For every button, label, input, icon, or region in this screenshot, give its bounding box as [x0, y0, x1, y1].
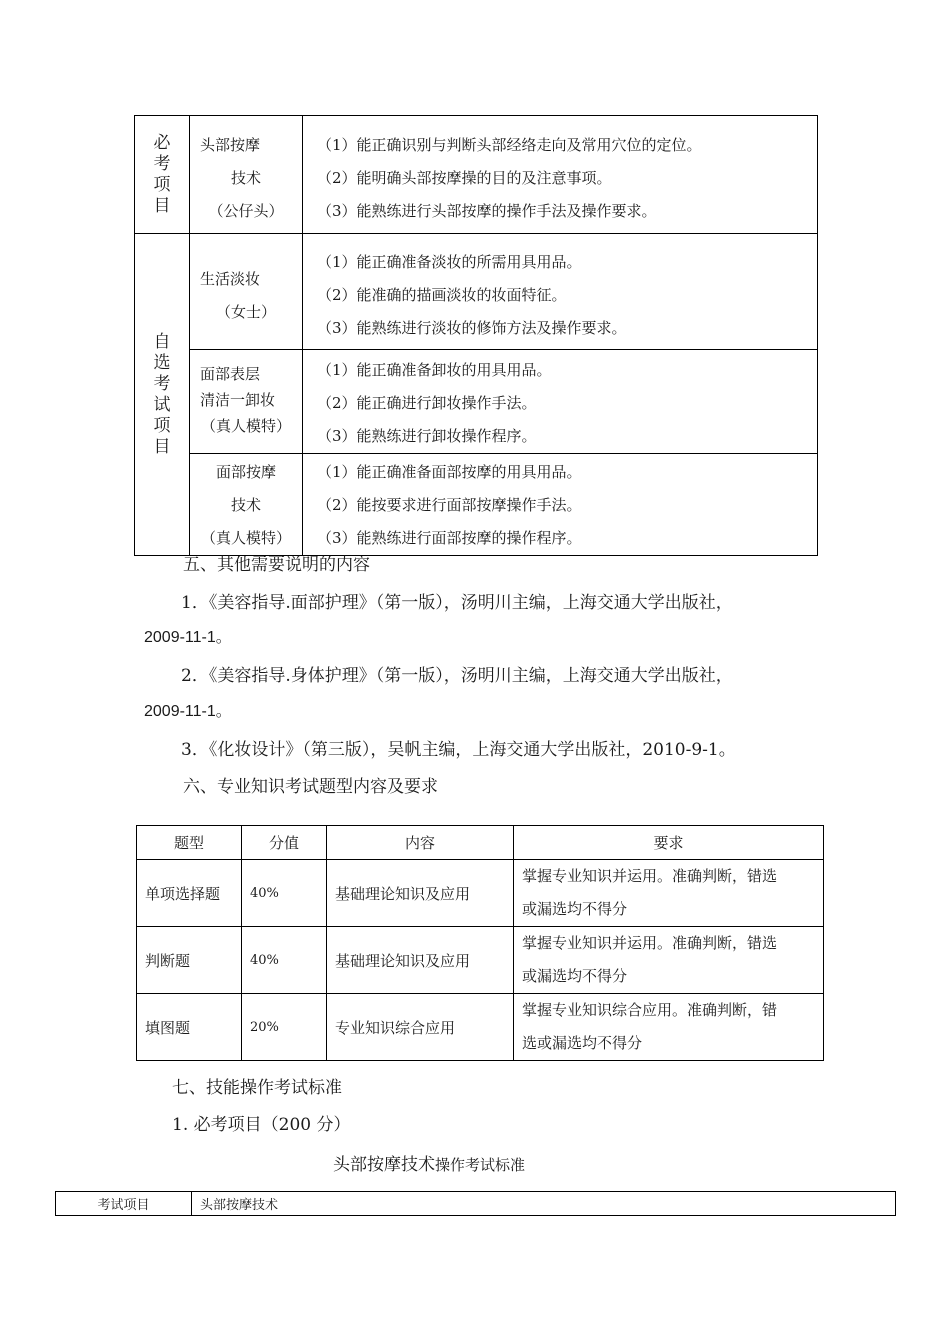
score-cell: 20% [242, 994, 327, 1061]
header-cell: 题型 [137, 826, 242, 860]
item-line: 技术 [230, 169, 261, 187]
exam-items-table [134, 115, 818, 556]
category-cell [135, 116, 190, 234]
desc-line: （2）能准确的描画淡妆的妆面特征。 [317, 286, 567, 304]
reference-2-line1: 2．《美容指导.身体护理》（第一版），汤明川主编，上海交通大学出版社， [181, 666, 733, 686]
desc-line: （1）能正确准备面部按摩的用具用品。 [317, 463, 582, 481]
item-line: 面部按摩 [215, 463, 276, 481]
desc-cell [303, 350, 818, 454]
reference-3: 3．《化妆设计》（第三版），吴帆主编，上海交通大学出版社，2010-9-1。 [181, 740, 736, 760]
item-line: （真人模特） [200, 417, 291, 435]
desc-line: （2）能明确头部按摩操的目的及注意事项。 [317, 169, 612, 187]
table-row [135, 116, 818, 234]
section6-heading: 六、专业知识考试题型内容及要求 [183, 777, 438, 797]
reference-2-line2: 2009-11-1。 [144, 703, 232, 720]
desc-line: （1）能正确准备淡妆的所需用具用品。 [317, 253, 582, 271]
type-cell: 单项选择题 [137, 860, 242, 927]
table-header-row [137, 826, 824, 860]
label-cell: 考试项目 [56, 1192, 192, 1216]
item-cell [190, 116, 303, 234]
content-cell: 专业知识综合应用 [327, 994, 514, 1061]
section7-subheading: 1. 必考项目（200 分） [172, 1115, 351, 1135]
requirement-line: 掌握专业知识并运用。准确判断，错选 [522, 867, 778, 885]
item-cell [190, 350, 303, 454]
score-cell: 40% [242, 927, 327, 994]
table-row [135, 234, 818, 350]
type-cell: 填图题 [137, 994, 242, 1061]
skill-standard-table [55, 1191, 896, 1216]
item-line: （真人模特） [200, 529, 291, 547]
section5-heading: 五、其他需要说明的内容 [183, 555, 370, 575]
table-row [135, 454, 818, 556]
requirement-cell [514, 927, 824, 994]
reference-1-line2: 2009-11-1。 [144, 629, 232, 646]
desc-line: （1）能正确识别与判断头部经络走向及常用穴位的定位。 [317, 136, 702, 154]
category-label: 自选考试项目 [153, 331, 171, 457]
desc-cell [303, 234, 818, 350]
item-line: （公仔头） [208, 202, 284, 220]
header-cell: 分值 [242, 826, 327, 860]
category-cell [135, 234, 190, 556]
requirement-line: 掌握专业知识综合应用。准确判断，错 [522, 1001, 778, 1019]
requirement-line: 或漏选均不得分 [522, 967, 628, 985]
item-line: 头部按摩 [200, 136, 261, 154]
item-cell [190, 454, 303, 556]
item-line: 清洁一卸妆 [200, 391, 276, 409]
reference-1-line1: 1．《美容指导.面部护理》（第一版），汤明川主编，上海交通大学出版社， [181, 593, 733, 613]
value-cell: 头部按摩技术 [192, 1192, 896, 1216]
desc-line: （1）能正确准备卸妆的用具用品。 [317, 361, 552, 379]
requirement-cell [514, 860, 824, 927]
desc-cell [303, 454, 818, 556]
requirement-line: 或漏选均不得分 [522, 900, 628, 918]
table-title-main: 头部按摩技术 [333, 1155, 435, 1175]
content-cell: 基础理论知识及应用 [327, 860, 514, 927]
type-cell: 判断题 [137, 927, 242, 994]
item-line: 生活淡妆 [200, 270, 261, 288]
question-types-table [136, 825, 824, 1061]
desc-line: （2）能正确进行卸妆操作手法。 [317, 394, 537, 412]
item-line: 技术 [230, 496, 261, 514]
requirement-cell [514, 994, 824, 1061]
requirement-line: 掌握专业知识并运用。准确判断，错选 [522, 934, 778, 952]
table-row [135, 350, 818, 454]
desc-line: （3）能熟练进行卸妆操作程序。 [317, 427, 537, 445]
table-row [137, 994, 824, 1061]
table-row [137, 927, 824, 994]
content-cell: 基础理论知识及应用 [327, 927, 514, 994]
table-title-suffix: 操作考试标准 [435, 1156, 526, 1174]
table-title [333, 1153, 525, 1177]
category-label: 必考项目 [153, 132, 171, 216]
score-cell: 40% [242, 860, 327, 927]
item-cell [190, 234, 303, 350]
header-cell: 要求 [514, 826, 824, 860]
desc-line: （3）能熟练进行头部按摩的操作手法及操作要求。 [317, 202, 657, 220]
desc-cell [303, 116, 818, 234]
section7-heading: 七、技能操作考试标准 [172, 1078, 342, 1098]
item-line: （女士） [215, 303, 276, 321]
table-row [56, 1192, 896, 1216]
requirement-line: 选或漏选均不得分 [522, 1034, 643, 1052]
item-line: 面部表层 [200, 365, 261, 383]
desc-line: （3）能熟练进行面部按摩的操作程序。 [317, 529, 582, 547]
table-row [137, 860, 824, 927]
desc-line: （3）能熟练进行淡妆的修饰方法及操作要求。 [317, 319, 627, 337]
header-cell: 内容 [327, 826, 514, 860]
desc-line: （2）能按要求进行面部按摩操作手法。 [317, 496, 582, 514]
